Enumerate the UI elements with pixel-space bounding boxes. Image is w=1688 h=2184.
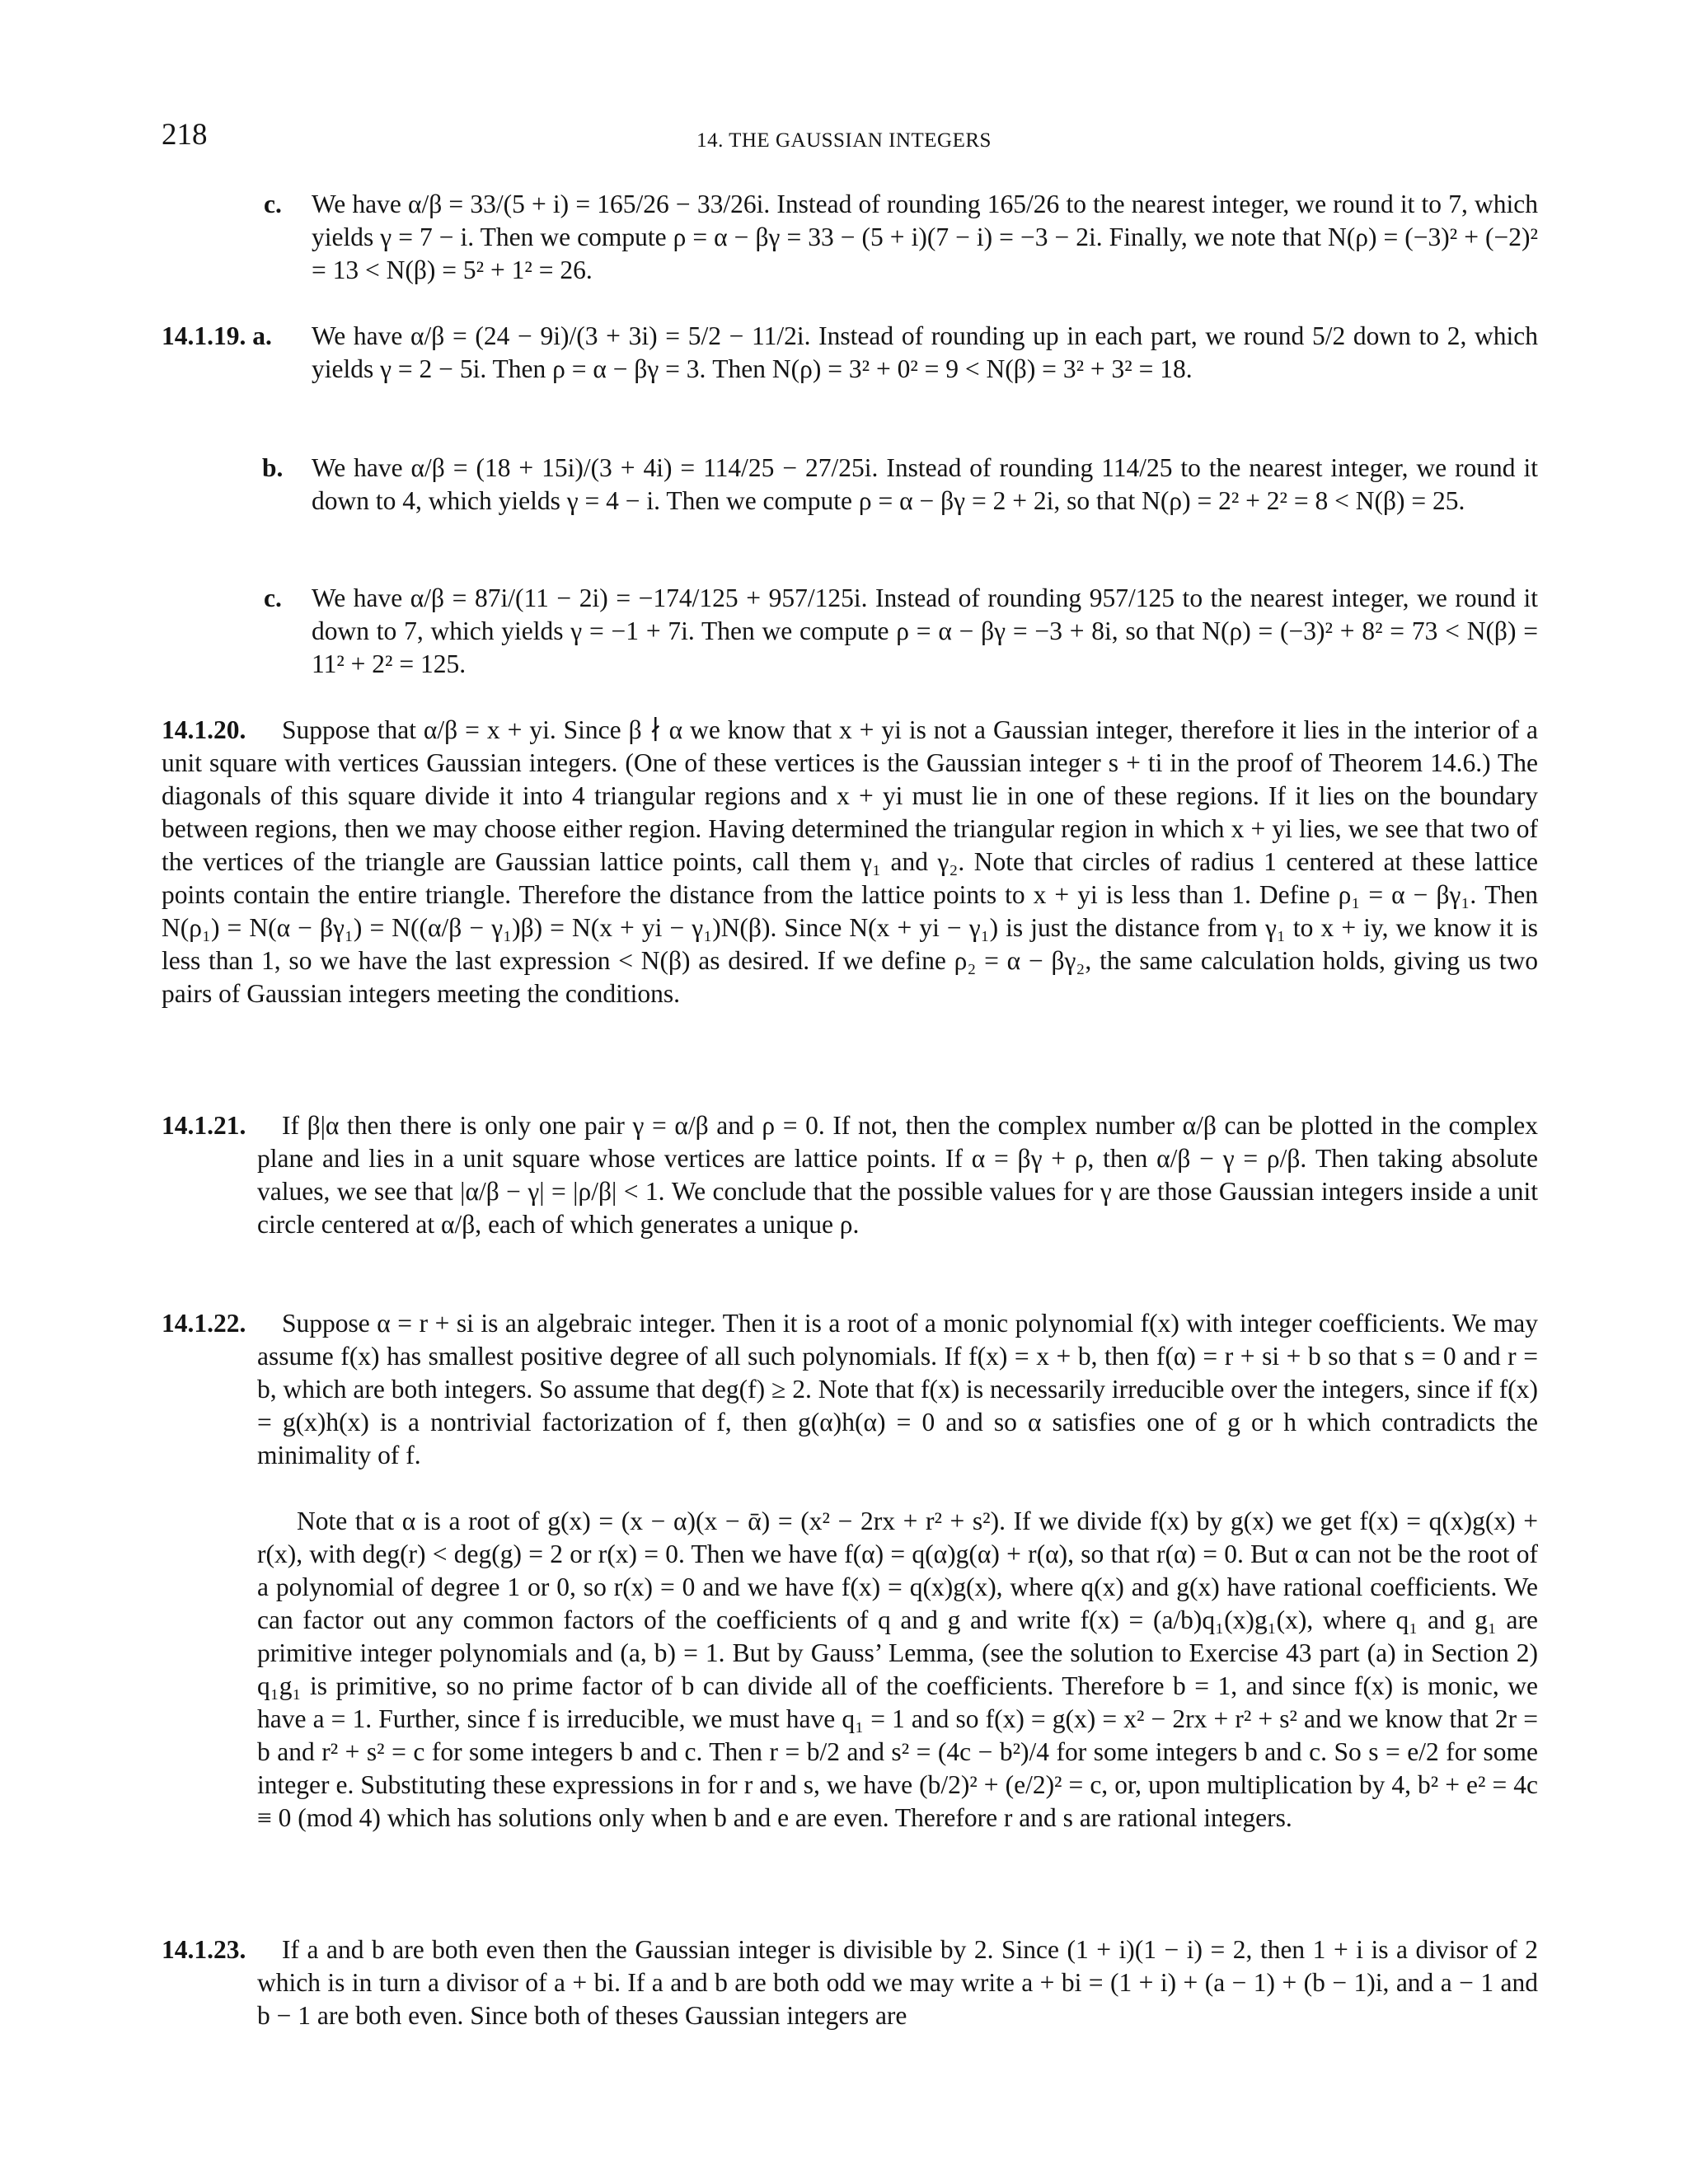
solution-label: 14.1.23. — [162, 1935, 246, 1964]
solution-text: If a and b are both even then the Gaussian integer is divisible by 2. Since (1 + i)(1 − i) = 2, then 1 + i is a divisor of 2 which is in turn a divisor of a + bi. If a and b are both odd we may write a + bi = (1 + i) + (a − 1) + (b − 1)i, and a − 1 and b − 1 are both even. Since both of theses Gaussian integers are — [257, 1935, 1538, 2030]
solution-text: We have α/β = 87i/(11 − 2i) = −174/125 + 957/125i. Instead of rounding 957/125 to the nearest integer, we round it down to 7, which yields γ = −1 + 7i. Then we compute ρ = α − βγ = −3 + 8i, so that N(ρ) = (−3)² + 8² = 73 < N(β) = 11² + 2² = 125. — [312, 583, 1538, 678]
solution-text: We have α/β = (18 + 15i)/(3 + 4i) = 114/25 − 27/25i. Instead of rounding 114/25 to the nearest integer, we round it down to 4, which yields γ = 4 − i. Then we compute ρ = α − βγ = 2 + 2i, so that N(ρ) = 2² + 2² = 8 < N(β) = 25. — [312, 453, 1538, 515]
solution-label: c. — [264, 190, 282, 218]
solution-label: c. — [264, 583, 282, 612]
solution-label: 14.1.19. a. — [162, 321, 272, 350]
solution-label: b. — [262, 453, 284, 482]
solution-text: Suppose α = r + si is an algebraic integer. Then it is a root of a monic polynomial f(x) with integer coefficients. We may assume f(x) has smallest positive degree of all such polynomials. If f(x) = x + b, then f(α) = r + si + b so that s = 0 and r = b, which are both integers. So assume that deg(f) ≥ 2. Note that f(x) is necessarily irreducible over the integers, since if f(x) = g(x)h(x) is a nontrivial factorization of f, then g(α)h(α) = 0 and so α satisfies one of g or h which contradicts the minimality of f. — [257, 1309, 1538, 1469]
solution-text: Note that α is a root of g(x) = (x − α)(x − ᾱ) = (x² − 2rx + r² + s²). If we divide f(x) by g(x) we get f(x) = q(x)g(x) + r(x), with deg(r) < deg(g) = 2 or r(x) = 0. Then we have f(α) = q(α)g(α) + r(α), so that r(α) = 0. But α can not be the root of a polynomial of degree 1 or 0, so r(x) = 0 and we have f(x) = q(x)g(x), where q(x) and g(x) have rational coefficients. We can factor out any common factors of the coefficients of q and g and write f(x) = (a/b)q₁(x)g₁(x), where q₁ and g₁ are primitive integer polynomials and (a, b) = 1. But by Gauss’ Lemma, (see the solution to Exercise 43 part (a) in Section 2) q₁g₁ is primitive, so no prime factor of b can divide all of the coefficients. Therefore b = 1, and since f(x) is monic, we have a = 1. Further, since f is irreducible, we must have q₁ = 1 and so f(x) = g(x) = x² − 2rx + r² + s² and we know that 2r = b and r² + s² = c for some integers b and c. Then r = b/2 and s² = (4c − b²)/4 for some integers b and c. So s = e/2 for some integer e. Substituting these expressions in for r and s, we have (b/2)² + (e/2)² = c, or, upon multiplication by 4, b² + e² = 4c ≡ 0 (mod 4) which has solutions only when b and e are even. Therefore r and s are rational integers. — [257, 1507, 1538, 1832]
header-title: 14. THE GAUSSIAN INTEGERS — [696, 129, 992, 152]
solution-text: If β|α then there is only one pair γ = α/β and ρ = 0. If not, then the complex number α/β can be plotted in the complex plane and lies in a unit square whose vertices are lattice points. If α = βγ + ρ, then α/β − γ = ρ/β. Then taking absolute values, we see that |α/β − γ| = |ρ/β| < 1. We conclude that the possible values for γ are those Gaussian integers inside a unit circle centered at α/β, each of which generates a unique ρ. — [257, 1111, 1538, 1239]
solution-label: 14.1.22. — [162, 1309, 246, 1338]
solution-label: 14.1.21. — [162, 1111, 246, 1140]
page-number: 218 — [162, 118, 208, 152]
solution-text: We have α/β = 33/(5 + i) = 165/26 − 33/26i. Instead of rounding 165/26 to the nearest integer, we round it to 7, which yields γ = 7 − i. Then we compute ρ = α − βγ = 33 − (5 + i)(7 − i) = −3 − 2i. Finally, we note that N(ρ) = (−3)² + (−2)² = 13 < N(β) = 5² + 1² = 26. — [312, 190, 1538, 284]
solution-text: Suppose that α/β = x + yi. Since β ∤ α we know that x + yi is not a Gaussian integer, therefore it lies in the interior of a unit square with vertices Gaussian integers. (One of these vertices is the Gaussian integer s + ti in the proof of Theorem 14.6.) The diagonals of this square divide it into 4 triangular regions and x + yi must lie in one of these regions. If it lies on the boundary between regions, then we may choose either region. Having determined the triangular region in which x + yi lies, we see that two of the vertices of the triangle are Gaussian lattice points, call them γ₁ and γ₂. Note that circles of radius 1 centered at these lattice points contain the entire triangle. Therefore the distance from the lattice points to x + yi is less than 1. Define ρ₁ = α − βγ₁. Then N(ρ₁) = N(α − βγ₁) = N((α/β − γ₁)β) = N(x + yi − γ₁)N(β). Since N(x + yi − γ₁) is just the distance from γ₁ to x + iy, we know it is less than 1, so we have the last expression < N(β) as desired. If we define ρ₂ = α − βγ₂, the same calculation holds, giving us two pairs of Gaussian integers meeting the conditions. — [162, 715, 1538, 1008]
running-head — [0, 0, 1688, 190]
solution-text: We have α/β = (24 − 9i)/(3 + 3i) = 5/2 − 11/2i. Instead of rounding up in each part, we round 5/2 down to 2, which yields γ = 2 − 5i. Then ρ = α − βγ = 3. Then N(ρ) = 3² + 0² = 9 < N(β) = 3² + 3² = 18. — [312, 321, 1538, 383]
solution-label: 14.1.20. — [162, 715, 246, 744]
